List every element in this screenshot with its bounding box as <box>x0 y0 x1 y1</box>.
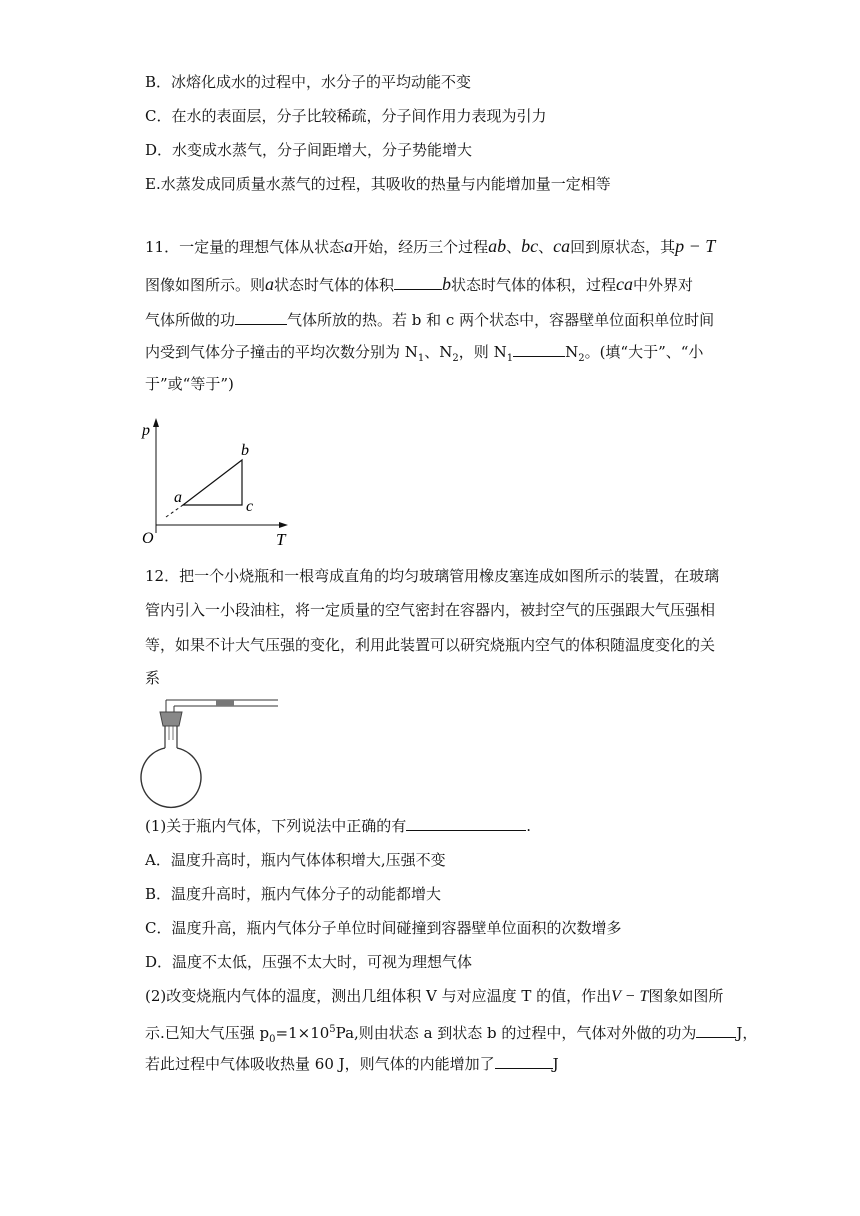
blank-4[interactable] <box>406 816 526 831</box>
label-o: O <box>142 530 154 547</box>
option-c-prev: C．在水的表面层，分子比较稀疏，分子间作用力表现为引力 <box>145 107 547 125</box>
q12-sub1: (1)关于瓶内气体，下列说法中正确的有 . <box>145 817 532 835</box>
blank-3[interactable] <box>513 342 565 357</box>
q11-line5: 于”或“等于”) <box>145 375 234 393</box>
option-d-prev: D．水变成水蒸气，分子间距增大，分子势能增大 <box>145 141 473 159</box>
q12-option-c: C．温度升高，瓶内气体分子单位时间碰撞到容器壁单位面积的次数增多 <box>145 919 622 937</box>
oil-column <box>216 700 234 706</box>
q11-line1: 11．一定量的理想气体从状态a开始，经历三个过程ab、bc、ca回到原状态，其p − T <box>145 236 716 256</box>
q12-sub2-line1: (2)改变烧瓶内气体的温度，测出几组体积 V 与对应温度 T 的值，作出V − T图象如图所 <box>145 987 724 1005</box>
pt-graph <box>138 415 298 550</box>
q12-line2: 管内引入一小段油柱，将一定质量的空气密封在容器内，被封空气的压强跟大气压强相 <box>145 601 716 619</box>
blank-6[interactable] <box>495 1054 553 1069</box>
q12-line3: 等，如果不计大气压强的变化，利用此装置可以研究烧瓶内空气的体积随温度变化的关 <box>145 636 716 654</box>
q12-option-d: D．温度不太低，压强不太大时，可视为理想气体 <box>145 953 473 971</box>
blank-2[interactable] <box>235 310 287 325</box>
q11-line2: 图像如图所示。则a状态时气体的体积 b状态时气体的体积，过程ca中外界对 <box>145 274 694 294</box>
q12-option-a: A．温度升高时，瓶内气体体积增大,压强不变 <box>145 851 446 869</box>
q11-line3: 气体所做的功 气体所放的热。若 b 和 c 两个状态中，容器壁单位面积单位时间 <box>145 311 715 329</box>
dashed-extension <box>166 505 183 517</box>
q12-sub2-line2: 示.已知大气压强 $p_0=1\times 10^5Pa$,则由状态 a 到状态 b 的过程中，气体对外做的功为 J， <box>145 1024 758 1045</box>
label-p: p <box>142 422 150 439</box>
label-a: a <box>174 489 182 506</box>
p-axis-arrow <box>153 418 159 427</box>
q12-line4: 系 <box>145 669 161 687</box>
rubber-stopper <box>160 712 182 726</box>
q11-line4: 内受到气体分子撞击的平均次数分别为 $N_1$、$N_2$，则 $N_1$ $N_2$。(填“大于”、“小 <box>145 343 704 364</box>
q12-line1: 12．把一个小烧瓶和一根弯成直角的均匀玻璃管用橡皮塞连成如图所示的装置，在玻璃 <box>145 567 720 585</box>
process-triangle <box>183 460 242 505</box>
flask-bulb <box>141 748 201 807</box>
t-axis-arrow <box>279 522 288 528</box>
option-e-prev: E.水蒸发成同质量水蒸气的过程，其吸收的热量与内能增加量一定相等 <box>145 175 611 193</box>
label-c: c <box>246 498 254 515</box>
label-b: b <box>241 442 249 459</box>
blank-1[interactable] <box>394 275 442 290</box>
q12-option-b: B．温度升高时，瓶内气体分子的动能都增大 <box>145 885 442 903</box>
blank-5[interactable] <box>696 1023 736 1038</box>
option-b-prev: B．冰熔化成水的过程中，水分子的平均动能不变 <box>145 73 472 91</box>
label-t: T <box>276 530 286 549</box>
flask-apparatus <box>140 690 285 810</box>
q12-sub2-line3: 若此过程中气体吸收热量 60 J，则气体的内能增加了 J <box>145 1055 559 1073</box>
